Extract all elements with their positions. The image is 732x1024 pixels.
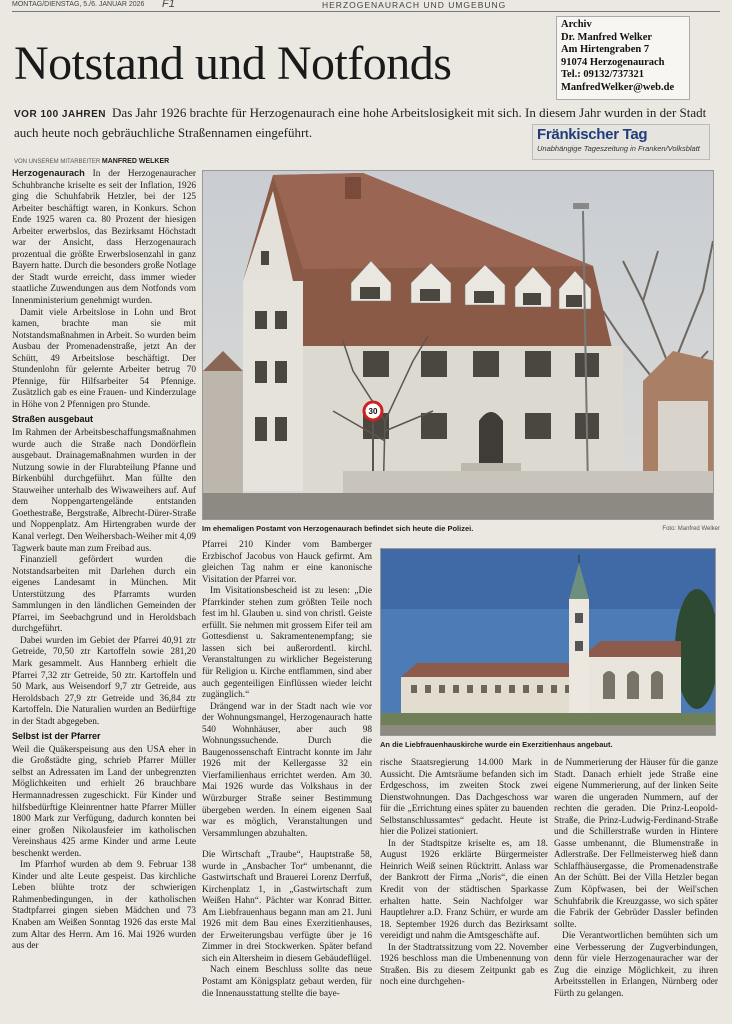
article-column-5 [554, 758, 718, 1020]
page-header [12, 0, 720, 12]
paragraph: Die Verantwortlichen bemühten sich um eine Verbesserung der Zugverbindungen, denn für viele Herzogenauracher war der Zug die einzige Möglichkeit, zu ihren Arbeitsstellen in Erlangen, Nürnberg oder Fürth zu gelangen. [554, 931, 718, 999]
church-photo [380, 548, 716, 736]
paragraph: Nach einem Beschluss sollte das neue Postamt am Königsplatz gebaut werden, für die Innenausstattung stellte die baye- [202, 965, 372, 999]
archive-line: ManfredWelker@web.de [561, 81, 675, 93]
subheading: Selbst ist der Pfarrer [12, 731, 101, 742]
newspaper-tagline: Unabhängige Tageszeitung in Franken/Volksblatt [537, 144, 700, 153]
paragraph: Weil die Quäkerspeisung aus den USA eher in die Großstädte ging, schrieb Pfarrer Müller selbst an Adressaten im Land der unbegrenzten Möglichkeiten und erhielt 26 brauchbare Hermannadressen zugeschickt. Für Kinder und hilfsbedürftige Kleinrentner hatte Pfarrer Müller 1800 Mark zur Verfügung, dadurch konnten bei einer großen Nikolausfeier im katholischen Vereinshaus 425 arme Kinder und arme Leute beschenkt werden. [12, 744, 196, 859]
archive-line: Archiv [561, 19, 592, 30]
handwritten-mark: F1 [162, 0, 175, 10]
photo-credit: Foto: Manfred Welker [662, 526, 720, 532]
photo-caption: An die Liebfrauenhauskirche wurde ein Exerzitienhaus angebaut. [380, 740, 613, 749]
paragraph: de Nummerierung der Häuser für die ganze Stadt. Danach erhielt jede Straße eine eigene Nummerierung, auf der linken Seite waren die ungeraden Nummern, auf der rechten die geraden. Die Prinz-Leopold-Straße, die Prinz-Ludwig-Ferdinand-Straße und die Schillerstraße wurden in Hintere Gasse umbenannt, die Blumenstraße in Adlerstraße. Der Fellmeisterweg hieß dann Schlaffhäusergasse, die Promenadenstraße An der Schütt. Bei der Villa Hetzler began Zum Köpfwasen, bei der Weil'schen Schuhfabrik die Kreuzgasse, wo sich später die Fabrik der Gebrüder Dassler befinden sollte. [554, 758, 718, 930]
archive-line: Am Hirtengraben 7 [561, 44, 650, 55]
issue-date: MONTAG/DIENSTAG, 5./6. JANUAR 2026 [12, 1, 145, 8]
paragraph: Dabei wurden im Gebiet der Pfarrei 40,91 ztr Getreide, 70,50 ztr Kartoffeln sowie 281,20 Mark gesammelt. Aus Hannberg erhielt die Pfarrei 7,32 ztr Getreide, 50 ztr. Kartoffeln und 50 Mark, aus Weisendorf 9,7 ztr Getreide, aus Heroldsbach 27,9 ztr Getreide und 36,84 ztr Kartoffeln. Die Naturalien wurden an Bedürftige in der Stadt abgegeben. [12, 635, 196, 727]
police-station-image [203, 171, 714, 520]
archive-line: Tel.: 09132/737321 [561, 69, 645, 80]
archive-stamp [556, 16, 690, 100]
police-station-photo [202, 170, 714, 520]
paragraph: Im Visitationsbescheid ist zu lesen: „Die Pfarrkinder stehen zum größten Teile noch fest im hl. Glauben u. sind von christl. Geiste erfüllt. Sie nehmen mit grossem Eifer teil am Gottesdienst u. Sakramentenempfang; sie lassen sich bei außerordentl. kirchl. Veranstaltungen zu wirklicher Begeisterung für Religion u. Kirche entflammen, sind aber auch gegenteiligen Einflüssen wieder leicht zugänglich.“ [202, 586, 372, 701]
subheading: Straßen ausgebaut [12, 414, 94, 425]
lead-text: Das Jahr 1926 brachte für Herzogenaurach eine hohe Arbeitslosigkeit mit sich. In diesem Jahr wurden in der Stadt auch heute noch gebräuchliche Straßennamen eingeführt. [14, 105, 707, 140]
article-column-4 [380, 758, 548, 1020]
byline-prefix: VON UNSEREM MITARBEITER [14, 159, 101, 165]
church-image [381, 549, 716, 736]
paragraph: Im Rahmen der Arbeitsbeschaffungsmaßnahmen wurde auch die Straße nach Dondörflein ausgebaut. Drainagemaßnahmen wurden in der Nutzung sowie in der Flurabteilung Pfanne und Birkenbühl durchgeführt. Man füllte den Stauweiher unterhalb des Wiwaweihers auf. Auf dem Noppengartengelände entstanden Goethestraße, Bergstraße, Albrecht-Dürer-Straße und Noppenplatz. Am Hirtengraben wurde der Kanal verlegt. Den Weihersbach-Weiher mit 4,09 Tagwerk baute man zum Freibad aus. [12, 428, 196, 554]
paragraph: Pfarrei 210 Kinder vom Bamberger Erzbischof Jacobus von Hauck gefirmt. Am gleichen Tag nahm er eine kanonische Visitation der Pfarrei vor. [202, 540, 372, 585]
newspaper-name: Fränkischer Tag [537, 126, 648, 143]
article-column-3 [202, 850, 372, 1020]
dateline: Herzogenaurach [12, 168, 85, 178]
paragraph: In der Stadtratssitzung vom 22. November 1926 beschloss man die Umbenennung von Straßen. Bis zu diesem Zeitpunkt gab es noch eine durchgehen- [380, 942, 548, 988]
paragraph: Die Wirtschaft „Traube“, Hauptstraße 58, wurde in „Ansbacher Tor“ umbenannt, die Gastwirtschaft und Brauerei Lorenz Derrfuß, Kirchenplatz 1, in „Gastwirtschaft zum Weißen Hahn“. Pächter war Konrad Bitter. Am Liebfrauenhaus begann man am 21. Juni 1926 mit dem Bau eines Exerzitienhauses, der Erweiterungsbau verfügte über je 16 Zimmer in drei Stockwerken. Später befand sich ein Altersheim in diesem Gebäudeflügel. [202, 850, 372, 964]
paragraph: In der Stadtspitze kriselte es, am 18. August 1926 erklärte Bürgermeister Heinrich Weiß seinen Rücktritt. Anlass war der Bankrott der Firma „Noris“, die einen Kredit von der städtischen Sparkasse erhalten hatte. Sein Nachfolger war Hauptlehrer a.D. Franz Schürr, er wurde am 18. September 1926 durch das Bezirksamt vereidigt und nahm die Amtsgeschäfte auf. [380, 838, 548, 942]
paragraph: Finanziell gefördert wurden die Notstandsarbeiten mit Darlehen durch ein eigenes Landesamt in München. Mit Unterstützung des Pfarramts wurden Sammlungen in den ländlichen Gemeinden der Pfarrei, im Seebachgrund und in Heroldsbach durchgeführt. [12, 555, 196, 635]
paragraph: Drängend war in der Stadt nach wie vor der Wohnungsmangel, Herzogenaurach hatte 540 Wohnhäuser, aber auch 98 Wohnungssuchende. Durch die Baugenossenschaft Eintracht konnte im Jahr 1926 mit der Kellergasse 32 ein Vierfamilienhaus errichtet werden. Am 30. Mai 1926 wurde das Volkshaus in der Würzburger Straße seiner Bestimmung übergeben werden. In einem eigenen Saal war es möglich, Veranstaltungen und Versammlungen abzuhalten. [202, 701, 372, 839]
article-headline: Notstand und Notfonds [14, 37, 452, 90]
lead-kicker: VOR 100 JAHREN [14, 109, 107, 120]
speed-limit-text: 30 [368, 407, 378, 416]
paragraph: Herzogenaurach In der Herzogenauracher Schuhbranche kriselte es seit der Inflation, 1926 ging die Schuhfabrik Hetzler, bei der 125 Arbeiter beschäftigt waren, in Konkurs. Schon Ende 1925 waren ca. 80 Prozent der hiesigen Arbeiter erwerbslos, das Bezirksamt Höchstadt war der Ansicht, dass Herzogenaurach prozentual die größte Erwerbslosenzahl in ganz Bayern hatte. Durch die besonders große Notlage der Stadt wurde erreicht, dass immer wieder staatliche Zuwendungen aus dem Notfonds vom Innenministerium genehmigt wurden. [12, 168, 196, 307]
lead-paragraph [14, 104, 720, 142]
paragraph: rische Staatsregierung 14.000 Mark in Aussicht. Die Amtsräume befanden sich im Erdgeschoss, im zweiten Stock zwei Dienstwohnungen. Das Dachgeschoss war für die „Errichtung eines später zu bauenden Selbstanschlussamtes“ gedacht. Heute ist hier die Polizei stationiert. [380, 758, 548, 838]
paragraph: Im Pfarrhof wurden ab dem 9. Februar 138 Kinder und alte Leute gespeist. Das kirchliche Leben blühte trotz der schwierigen Rahmenbedingungen, in der katholischen Stadtpfarrei gingen sieben Mädchen und 73 Knaben am Weißen Sonntag 1926 das erste Mal zum Altar des Herrn. Am 16. Mai 1926 wurden aus der [12, 860, 196, 952]
section-title: HERZOGENAURACH UND UMGEBUNG [322, 0, 507, 10]
photo-caption: Im ehemaligen Postamt von Herzogenaurach befindet sich heute die Polizei. [202, 524, 474, 533]
archive-line: Dr. Manfred Welker [561, 31, 653, 43]
byline-author: MANFRED WELKER [101, 158, 170, 165]
archive-line: 91074 Herzogenaurach [561, 56, 665, 68]
paragraph: Damit viele Arbeitslose in Lohn und Brot kamen, brachte man sie mit Notstandsmaßnahmen in Arbeit. So wurden beim Ausbau der Promenadenstraße, jetzt An der Schütt, 49 Arbeitslose beschäftigt. Der Stundenlohn für gelernte Arbeiter betrug 70 Pfennige, für Hilfsarbeiter 54 Pfennige. Zusätzlich gab es eine Frauen- und Kinderzulage in Höhe von 2 Pfennigen pro Stunde. [12, 307, 196, 410]
article-column-1 [12, 168, 196, 1020]
byline [14, 158, 169, 165]
